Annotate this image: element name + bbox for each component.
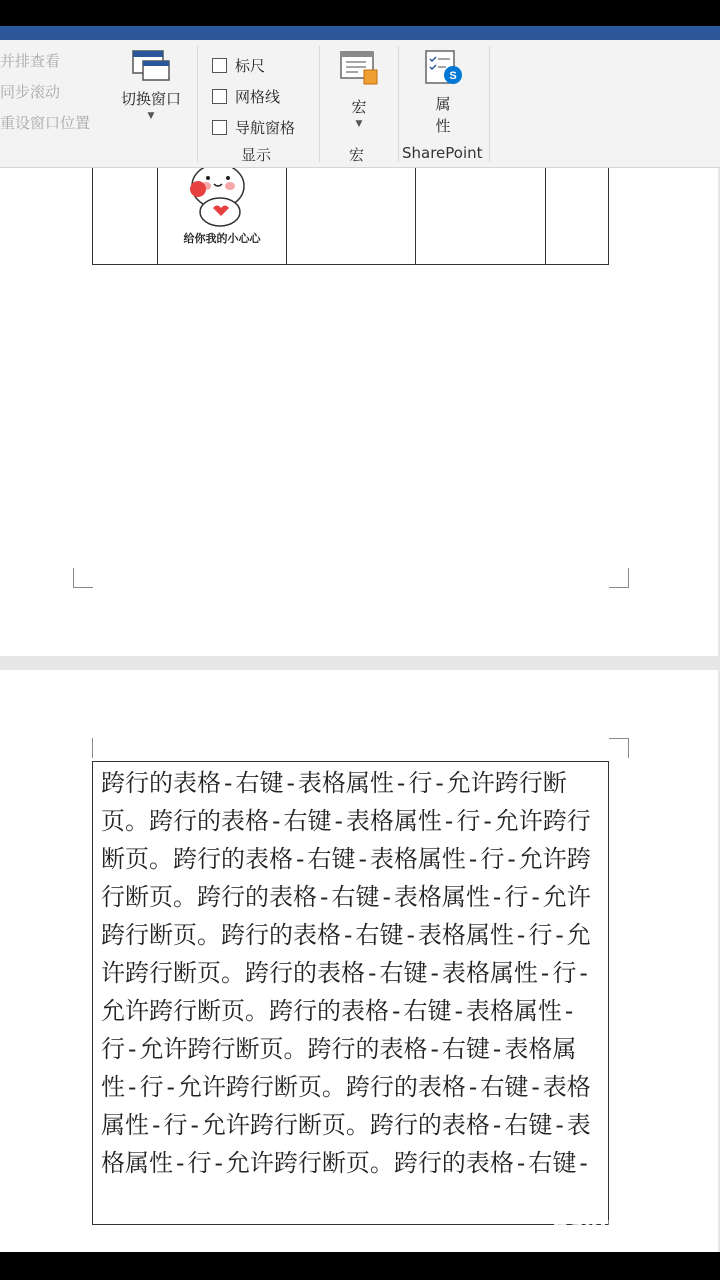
properties-label-2: 性 (435, 117, 451, 135)
sharepoint-properties-icon (422, 48, 464, 88)
document-table[interactable] (92, 168, 609, 265)
table-column-line (286, 168, 287, 264)
separator (489, 46, 490, 162)
sharepoint-group-label: SharePoint (402, 144, 483, 162)
gridlines-checkbox[interactable] (212, 89, 227, 104)
switch-window-button[interactable] (112, 48, 190, 138)
margin-corner-mark (609, 568, 629, 588)
table-column-line (415, 168, 416, 264)
nav-pane-option[interactable] (212, 112, 295, 143)
gridlines-label: 网格线 (235, 88, 281, 106)
ruler-option[interactable] (212, 50, 295, 81)
baidu-watermark (552, 1208, 675, 1251)
view-ribbon (0, 40, 720, 168)
reset-window-button[interactable]: 重设窗口位置 (0, 114, 91, 132)
ruler-label: 标尺 (235, 57, 266, 75)
body-text[interactable]: 跨行的表格-右键-表格属性-行-允许跨行断页。跨行的表格-右键-表格属性-行-允许跨行断页。跨行的表格-右键-表格属性-行-允许跨行断页。跨行的表格-右键-表格属性-行-允许跨行断页。跨行的表格-右键-表格属性-行-允许跨行断页。跨行的表格-右键-表格属性-行-允许跨行断页。跨行的表格-右键-表格属性-行-允许跨行断页。跨行的表格-右键-表格属性-行-允许跨行断页。跨行的表格-右键-表格属性-行-允许跨行断页。跨行的表格-右键-表格属性-行-允许跨行断页。跨行的表格-右键- (101, 769, 591, 1177)
table-column-line (545, 168, 546, 264)
title-bar (0, 26, 720, 40)
macro-group-label: 宏 (349, 146, 365, 164)
watermark-brand: Baidu 经验 (552, 1213, 675, 1238)
separator (398, 46, 399, 162)
side-by-side-button[interactable]: 并排查看 (0, 52, 61, 70)
sticker-caption: 给你我的小心心 (183, 232, 261, 245)
svg-text:S: S (449, 70, 457, 82)
sync-scroll-button[interactable]: 同步滚动 (0, 83, 61, 101)
properties-label-1: 属 (435, 95, 451, 113)
window-group (0, 50, 90, 143)
separator (197, 46, 198, 162)
show-group (212, 50, 295, 143)
chevron-down-icon: ▼ (355, 119, 363, 129)
margin-corner-mark (92, 738, 93, 758)
top-black-bar (0, 0, 720, 26)
margin-corner-mark (609, 738, 629, 758)
table-cell[interactable] (92, 761, 609, 1225)
chevron-down-icon: ▼ (147, 111, 155, 121)
document-page[interactable] (0, 670, 718, 1252)
macro-button[interactable] (336, 48, 382, 129)
nav-pane-checkbox[interactable] (212, 120, 227, 135)
properties-button[interactable] (420, 48, 466, 136)
switch-window-label: 切换窗口 (120, 90, 181, 108)
separator (319, 46, 320, 162)
document-workspace[interactable] (0, 168, 720, 1252)
macro-icon (338, 48, 380, 88)
macro-label: 宏 (351, 98, 367, 116)
bottom-black-bar (0, 1252, 720, 1280)
watermark-url: jingyan.baidu.com (552, 1238, 654, 1251)
show-group-label: 显示 (241, 146, 272, 164)
switch-window-icon (131, 48, 171, 82)
sticker-image[interactable] (158, 168, 286, 264)
gridlines-option[interactable] (212, 81, 295, 112)
cute-sticker-icon (158, 168, 286, 228)
document-page[interactable] (0, 168, 718, 656)
margin-corner-mark (73, 568, 93, 588)
ruler-checkbox[interactable] (212, 58, 227, 73)
nav-pane-label: 导航窗格 (235, 119, 296, 137)
